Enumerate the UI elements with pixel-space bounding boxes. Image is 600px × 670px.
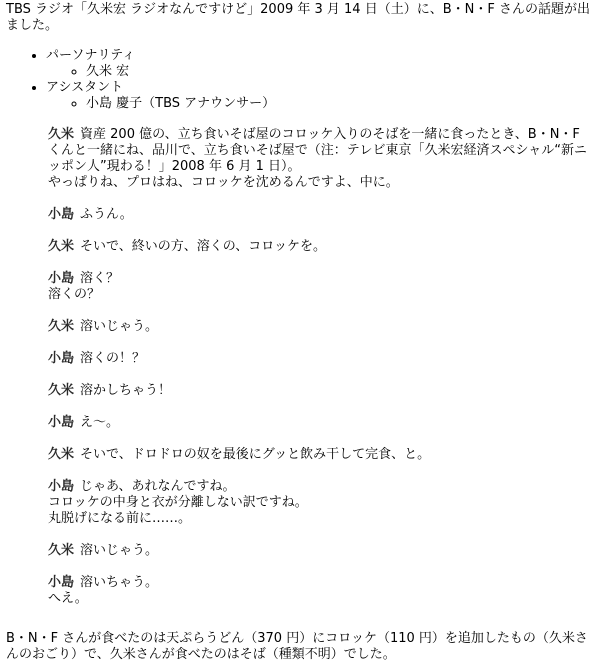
dialogue-turn — [48, 271, 588, 303]
speaker-name: 小島 — [48, 351, 75, 366]
speech-text: 資産 200 億の、立ち食いそば屋のコロッケ入りのそばを一緒に食ったとき、B・N・F くんと一緒にね、品川で、立ち食いそば屋で（注：テレビ東京「久米宏経済スペシャル“新ニッポン人”現わる！」2008 年 6 月 1 日）。 やっぱりね、プロはね、コロッケを沈めるんですよ、中に。 — [48, 127, 587, 190]
footer-paragraph: B・N・F さんが食べたのは天ぷらうどん（370 円）にコロッケ（110 円）を追加したもの（久米さんのおごり）で、久米さんが食べたのはそば（種類不明）でした。 — [6, 631, 588, 662]
dialogue-turn — [48, 575, 588, 607]
role-person: ◦ 小島 慶子（TBS アナウンサー） — [86, 96, 594, 112]
speaker-name: 小島 — [48, 207, 75, 222]
dialogue-turn — [48, 351, 588, 367]
speaker-name: 久米 — [48, 319, 75, 334]
dialogue-turn — [48, 415, 588, 431]
dialogue-turn — [48, 447, 588, 463]
speech-text: 溶くの！？ — [80, 351, 146, 366]
role-sublist — [46, 64, 594, 80]
speech-text: じゃあ、あれなんですね。 コロッケの中身と衣が分離しない訳ですね。 丸脱げになる前に……。 — [48, 479, 308, 526]
dialogue-turn — [48, 383, 588, 399]
roles-list — [6, 48, 594, 112]
speaker-name: 久米 — [48, 447, 75, 462]
role-sublist — [46, 96, 594, 112]
speaker-name: 小島 — [48, 575, 75, 590]
dialogue-turn — [48, 479, 588, 527]
speaker-name: 久米 — [48, 239, 75, 254]
dialogue-block — [48, 127, 588, 607]
speech-text: 溶いじゃう。 — [80, 543, 159, 558]
dialogue-turn — [48, 127, 588, 191]
dialogue-turn — [48, 319, 588, 335]
role-person: ◦ 久米 宏 — [86, 64, 594, 80]
speech-text: ふうん。 — [80, 207, 133, 222]
speaker-name: 久米 — [48, 383, 75, 398]
speech-text: 溶く？ 溶くの？ — [48, 271, 120, 302]
speaker-name: 小島 — [48, 479, 75, 494]
dialogue-turn — [48, 239, 588, 255]
speaker-name: 小島 — [48, 415, 75, 430]
role-item-assistant — [46, 80, 594, 112]
speaker-name: 小島 — [48, 271, 75, 286]
speech-text: そいで、終いの方、溶くの、コロッケを。 — [80, 239, 326, 254]
role-label: パーソナリティ — [46, 48, 136, 63]
speech-text: 溶かしちゃう！ — [80, 383, 172, 398]
intro-paragraph: TBS ラジオ「久米宏 ラジオなんですけど」2009 年 3 月 14 日（土）に、B・N・F さんの話題が出ました。 — [6, 2, 590, 33]
speaker-name: 久米 — [48, 127, 75, 142]
speech-text: え～。 — [80, 415, 120, 430]
speech-text: 溶いじゃう。 — [80, 319, 159, 334]
speech-text: そいで、ドロドロの奴を最後にグッと飲み干して完食、と。 — [80, 447, 431, 462]
role-label: アシスタント — [46, 80, 124, 95]
dialogue-turn — [48, 207, 588, 223]
dialogue-turn — [48, 543, 588, 559]
role-item-personality — [46, 48, 594, 80]
speech-text: 溶いちゃう。 へえ。 — [48, 575, 159, 606]
speaker-name: 久米 — [48, 543, 75, 558]
